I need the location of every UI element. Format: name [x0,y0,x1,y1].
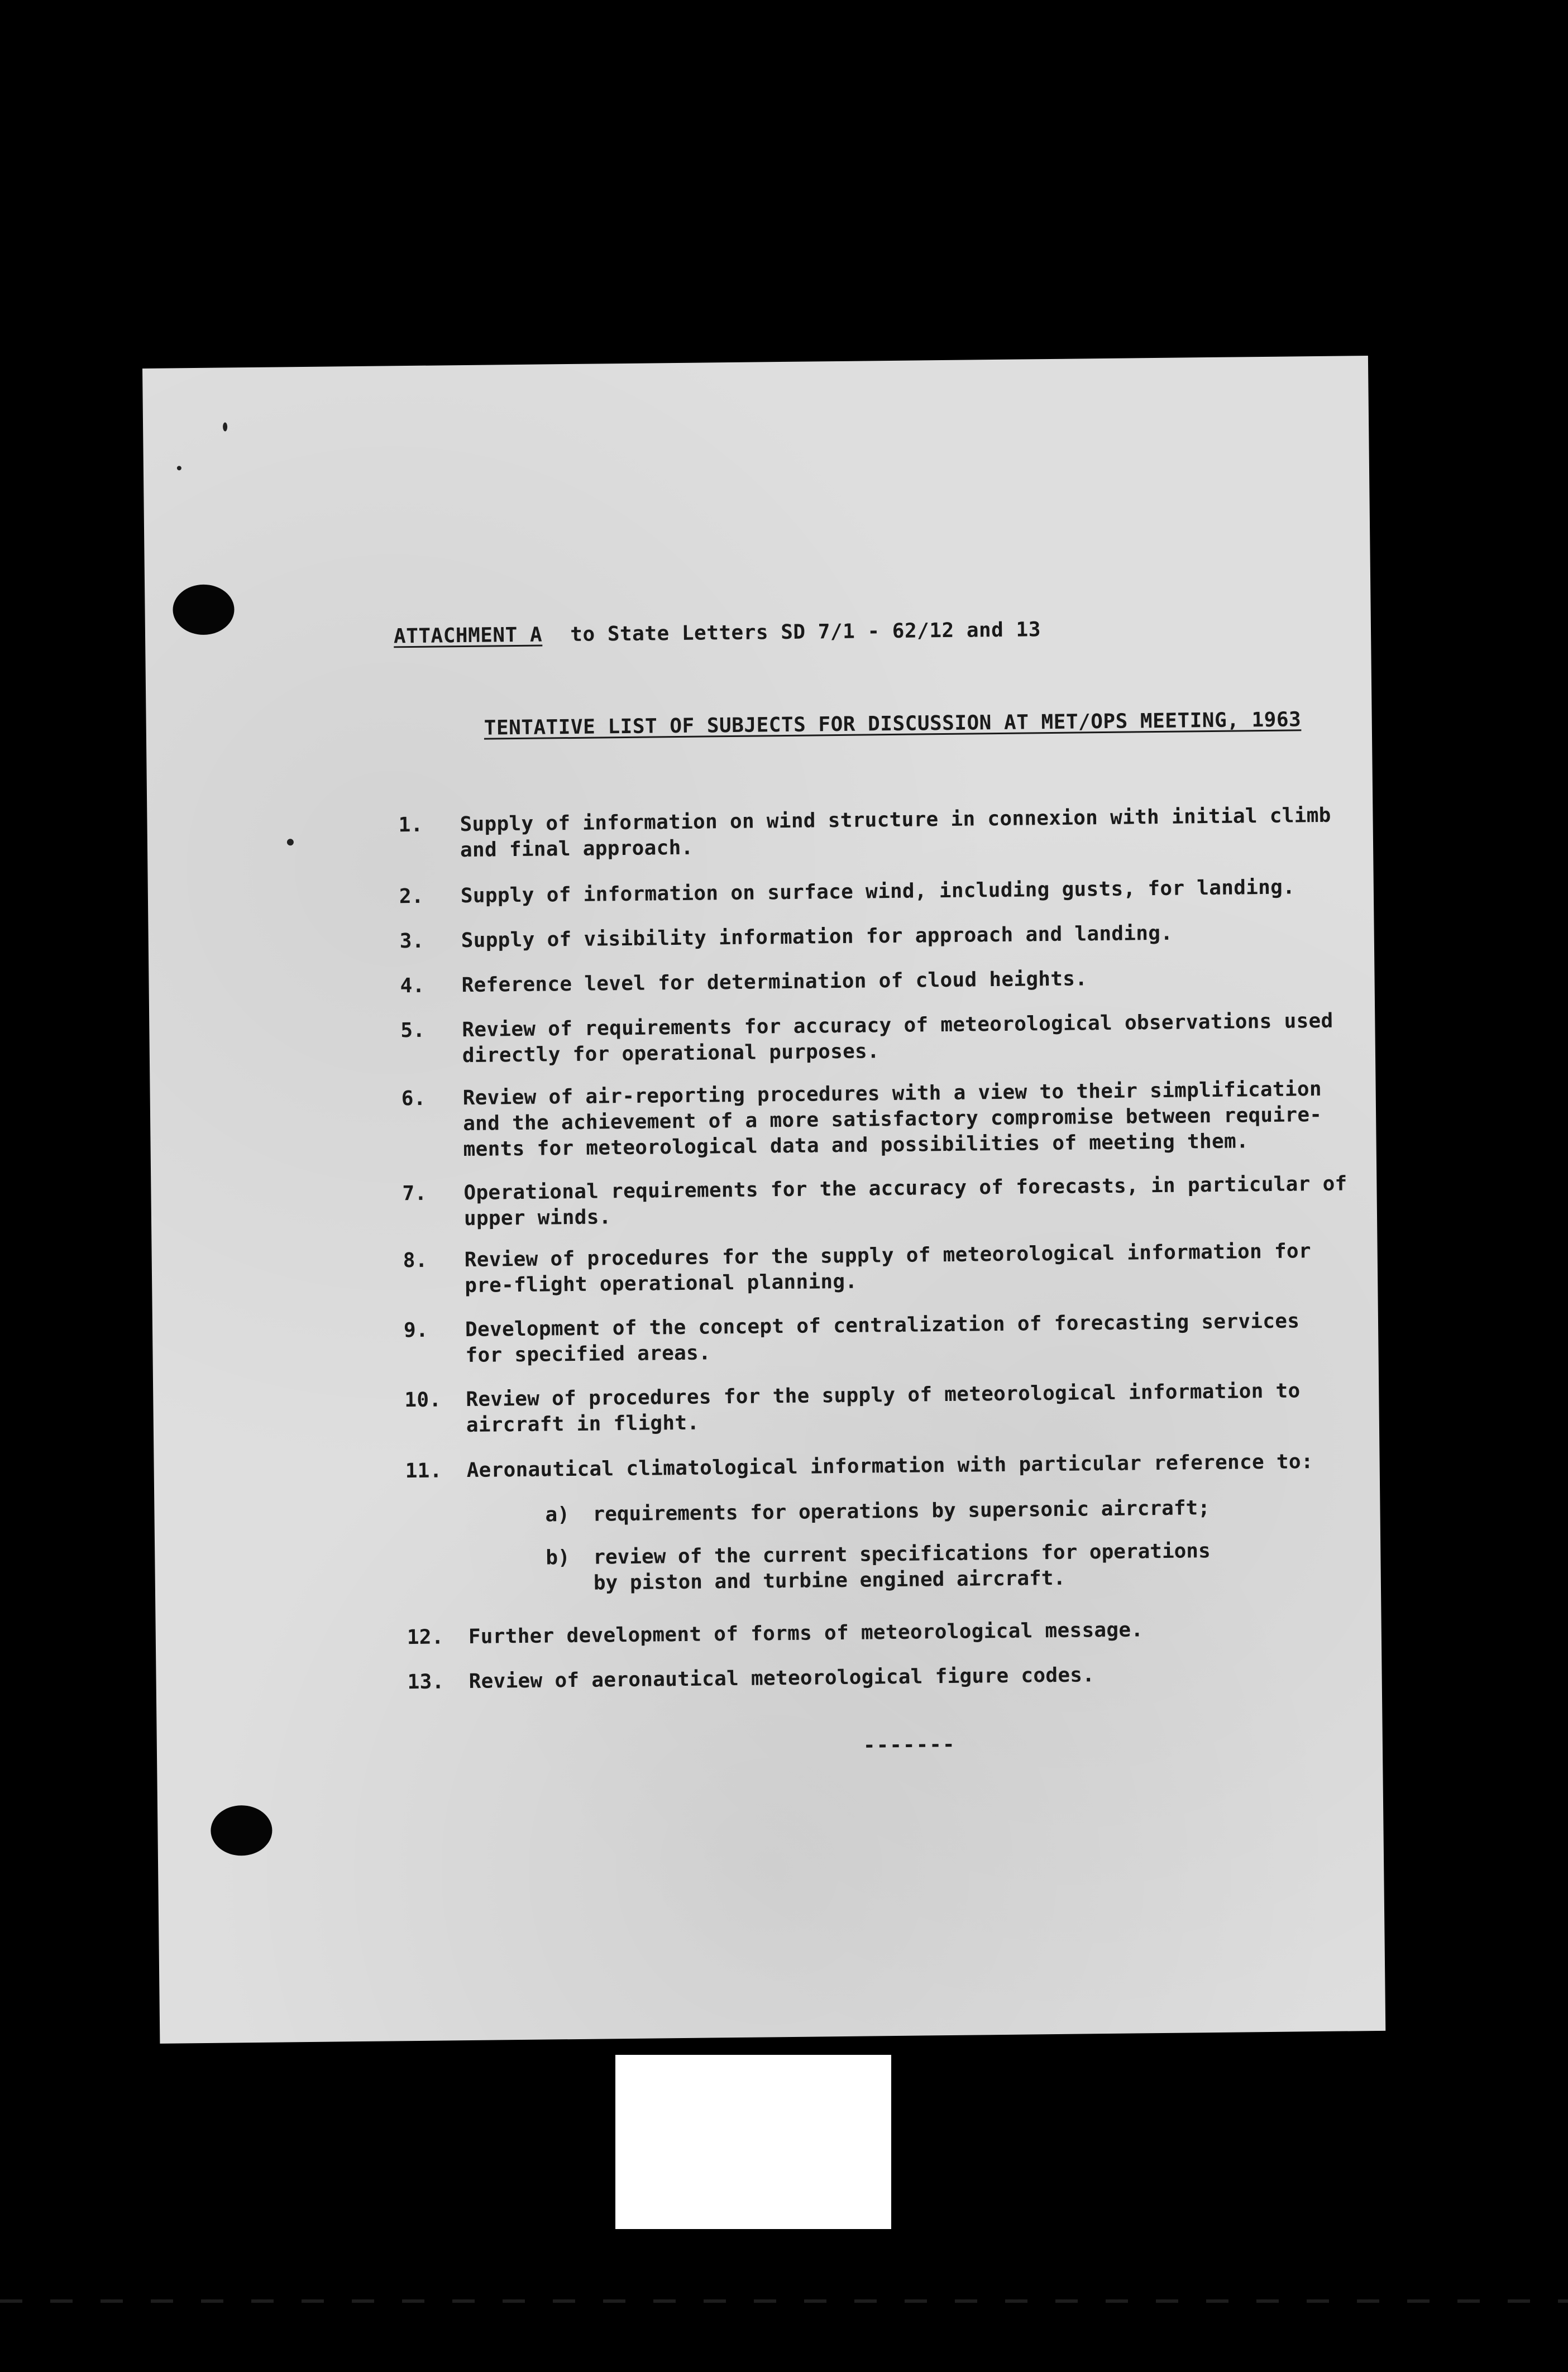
document-page [142,356,1385,2044]
ink-speck [287,839,294,845]
attachment-reference: to State Letters SD 7/1 - 62/12 and 13 [570,618,1041,647]
list-item-text: Review of aeronautical meteorological figure codes. [469,1663,1095,1694]
ink-speck [223,422,227,431]
list-item-13 [407,1660,1356,1694]
list-item-number: 5. [400,1018,426,1042]
film-edge [0,2299,1568,2303]
list-item-number: 6. [401,1087,426,1111]
list-item-4 [400,963,1349,998]
list-item-11 [405,1448,1354,1483]
list-item-number: 9. [403,1318,429,1342]
list-item-text: Aeronautical climatological information with particular reference to: [466,1450,1314,1483]
list-item-number: 13. [407,1670,444,1694]
list-item-text: Review of requirements for accuracy of meteorological observations used directly for operational purposes. [462,1009,1333,1068]
list-item-7 [402,1171,1351,1231]
list-item-2 [399,874,1349,908]
list-item-text: Development of the concept of centralization of forecasting services for specified areas. [465,1309,1300,1367]
list-item-text: Operational requirements for the accuracy of forecasts, in particular of upper winds. [463,1172,1347,1231]
attachment-header [394,617,1041,649]
list-item-8 [403,1238,1352,1298]
list-item-number: 10. [404,1388,442,1412]
sub-item-text: requirements for operations by supersonic aircraft; [592,1496,1211,1526]
list-item-1 [398,802,1347,862]
list-item-12 [407,1615,1356,1649]
list-item-9 [403,1308,1353,1367]
punch-hole-bottom [211,1805,273,1856]
attachment-label: ATTACHMENT A [393,623,543,648]
list-item-text: Supply of visibility information for approach and landing. [461,921,1173,953]
list-item-text: Supply of information on wind structure in connexion with initial climb and final approach. [460,804,1331,862]
list-item-number: 8. [403,1249,428,1273]
list-item-number: 4. [400,974,425,998]
end-of-list-rule: ------- [863,1733,956,1757]
list-item-6 [401,1076,1350,1161]
ink-speck [177,466,181,470]
list-item-10 [404,1378,1354,1437]
sub-item-a [545,1495,1271,1527]
list-item-text: Review of procedures for the supply of meteorological information for pre-flight operational planning. [464,1240,1312,1298]
document-title: TENTATIVE LIST OF SUBJECTS FOR DISCUSSION AT MET/OPS MEETING, 1963 [484,708,1302,740]
list-item-text: Supply of information on surface wind, including gusts, for landing. [460,876,1295,908]
punch-hole-top [173,584,235,635]
list-item-number: 3. [399,929,424,953]
sub-item-text: review of the current specifications for operations by piston and turbine engined aircraft. [593,1539,1211,1595]
list-item-text: Further development of forms of meteorological message. [468,1618,1144,1649]
sub-item-letter: b) [546,1546,570,1570]
list-item-text: Review of air-reporting procedures with a view to their simplification and the achievement of a more satisfactory compromise between require- ments for meteorological data and possibilities of meeting them. [462,1077,1322,1161]
list-item-5 [400,1008,1350,1068]
list-item-text: Reference level for determination of cloud heights. [461,967,1088,997]
list-item-text: Review of procedures for the supply of meteorological information to aircraft in flight. [466,1379,1301,1437]
list-item-number: 2. [399,884,424,908]
list-item-number: 11. [405,1459,442,1483]
list-item-number: 12. [407,1625,444,1649]
list-item-number: 1. [398,813,423,837]
list-item-number: 7. [402,1182,427,1206]
blank-index-card [615,2055,891,2229]
sub-item-letter: a) [545,1503,570,1527]
list-item-3 [399,919,1349,953]
sub-item-b [546,1538,1271,1595]
